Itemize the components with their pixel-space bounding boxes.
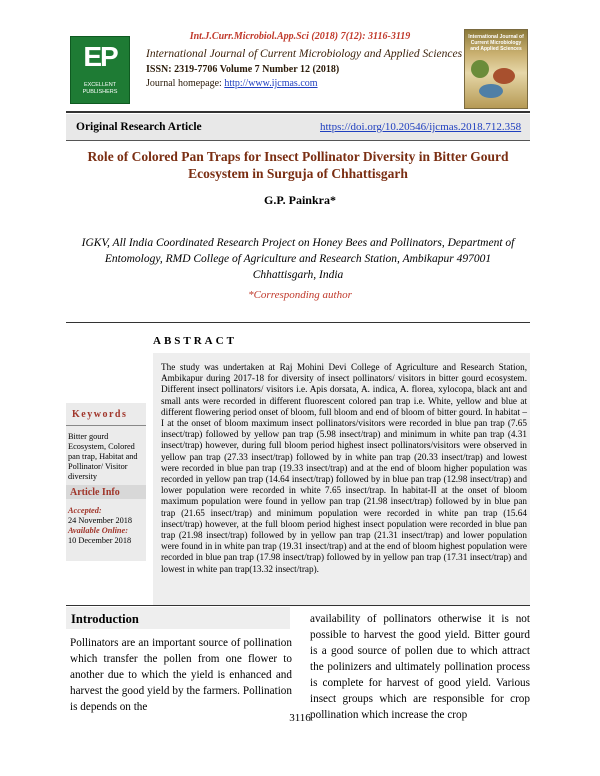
article-info-dates	[68, 506, 132, 546]
online-label: Available Online:	[68, 526, 128, 535]
article-type: Original Research Article	[76, 121, 202, 133]
affiliation-line-2: Entomology, RMD College of Agriculture and Research Station, Ambikapur 497001	[104, 253, 492, 265]
affiliation-line-3: Chhattisgarh, India	[252, 269, 344, 281]
publisher-logo	[70, 36, 130, 104]
cover-title: International Journal of Current Microbiology and Applied Sciences	[468, 34, 524, 52]
journal-cover-image	[464, 29, 528, 109]
online-date: 10 December 2018	[68, 536, 132, 545]
homepage-link[interactable]: http://www.ijcmas.com	[224, 78, 318, 89]
journal-name: International Journal of Current Microbiology and Applied Sciences	[146, 48, 463, 60]
doi-link[interactable]: https://doi.org/10.20546/ijcmas.2018.712.358	[320, 121, 522, 133]
keywords-heading: Keywords	[72, 409, 128, 420]
abstract-divider	[66, 322, 530, 323]
introduction-heading: Introduction	[71, 612, 139, 626]
title-line-1: Role of Colored Pan Traps for Insect Pollinator Diversity in Bitter Gourd	[87, 149, 509, 164]
homepage-label: Journal homepage:	[146, 78, 225, 89]
logo-text: EXCELLENT PUBLISHERS	[82, 82, 118, 95]
abstract-text: The study was undertaken at Raj Mohini Devi College of Agriculture and Research Station, Ambikapur during 2017-18 for diversity of insect pollinators/ visitors in bitter gourd ecosystem. Different insect pollinators/ visitors i.e. Apis dorsata, A. indica, A. florea, xylocopa, black ant and small ants were recorded in different fluorescent colored pan trap i.e. White, yellow and blue at different flowering period onset of bloom, full bloom and end of bloom of bitter gourd. In habitat –I at the onset of bloom maximum insect pollinators/visitors were recorded in blue pan trap (7.65 insect/trap) followed by yellow pan trap (5.98 insect/trap) and minimum in white pan trap (4.31 insect/trap) however, during full bloom period highest insect pollinators/visitors were observed in yellow pan trap (27.33 insect/trap) followed by in white pan trap (20.33 insect/trap) and lowest were recorded in blue pan trap (19.33 insect/trap) and at the end of bloom higher population was recorded in yellow pan trap (14.64 insect/trap) followed by in blue pan trap (12.98 insect/trap) and lower population were recorded in white 7.65 insect/trap. In habitat-II at the onset of bloom maximum population were found in yellow pan trap (21.98 insect/trap) followed by in blue pan trap (21.65 insect/trap) and minimum population were recorded in white pan trap (15.64 insect/trap) however, at the full bloom period highest insect population were recorded in blue pan trap (21.98 insect/trap) followed by in yellow pan trap (21.31 insect/trap) and lower population were found in in white pan trap (19.31 insect/trap) and at the end of bloom highest population were recorded in blue pan trap (17.98 insect/trap) followed by in yellow pan trap (17.31 insect/trap) and lowest in white pan trap(13.32 insect/trap).	[161, 362, 527, 574]
journal-citation: Int.J.Curr.Microbiol.App.Sci (2018) 7(12): 3116-3119	[189, 31, 411, 42]
corresponding-author-note: *Corresponding author	[248, 289, 352, 301]
band-divider	[66, 140, 530, 141]
introduction-right-column: availability of pollinators otherwise it is not possible to harvest the good yield. Bitter gourd is a good source of pollen due to which attract the polinizers and ultimately pollination process is complete for harvest of good yield. Various insect groups which are responsible for crop pollination which increase the crop	[310, 613, 530, 721]
title-line-2: Ecosystem in Surguja of Chhattisgarh	[188, 166, 408, 181]
page-number: 3116	[289, 712, 311, 724]
article-info-heading: Article Info	[70, 487, 120, 498]
accepted-date: 24 November 2018	[68, 516, 133, 525]
keywords-divider	[66, 425, 146, 426]
introduction-left-column: Pollinators are an important source of pollination which transfer the pollen from one flower to another due to which the yield is enhanced and harvest the good yield by the farmers. Pollination is depends on the	[70, 637, 292, 713]
header-divider	[66, 111, 530, 113]
abstract-heading: ABSTRACT	[153, 335, 237, 347]
accepted-label: Accepted:	[68, 506, 102, 515]
article-title	[66, 148, 530, 182]
affiliation-line-1: IGKV, All India Coordinated Research Project on Honey Bees and Pollinators, Department of	[81, 237, 515, 249]
affiliation	[66, 235, 530, 283]
abstract-bottom-divider	[66, 605, 530, 606]
logo-letters: EP	[83, 41, 117, 72]
author-name: G.P. Painkra*	[264, 193, 336, 207]
keywords-list: Bitter gourd Ecosystem, Colored pan trap, Habitat and Pollinator/ Visitor diversity	[68, 432, 138, 481]
issn-line: ISSN: 2319-7706 Volume 7 Number 12 (2018)	[146, 64, 340, 75]
journal-homepage	[146, 78, 318, 89]
